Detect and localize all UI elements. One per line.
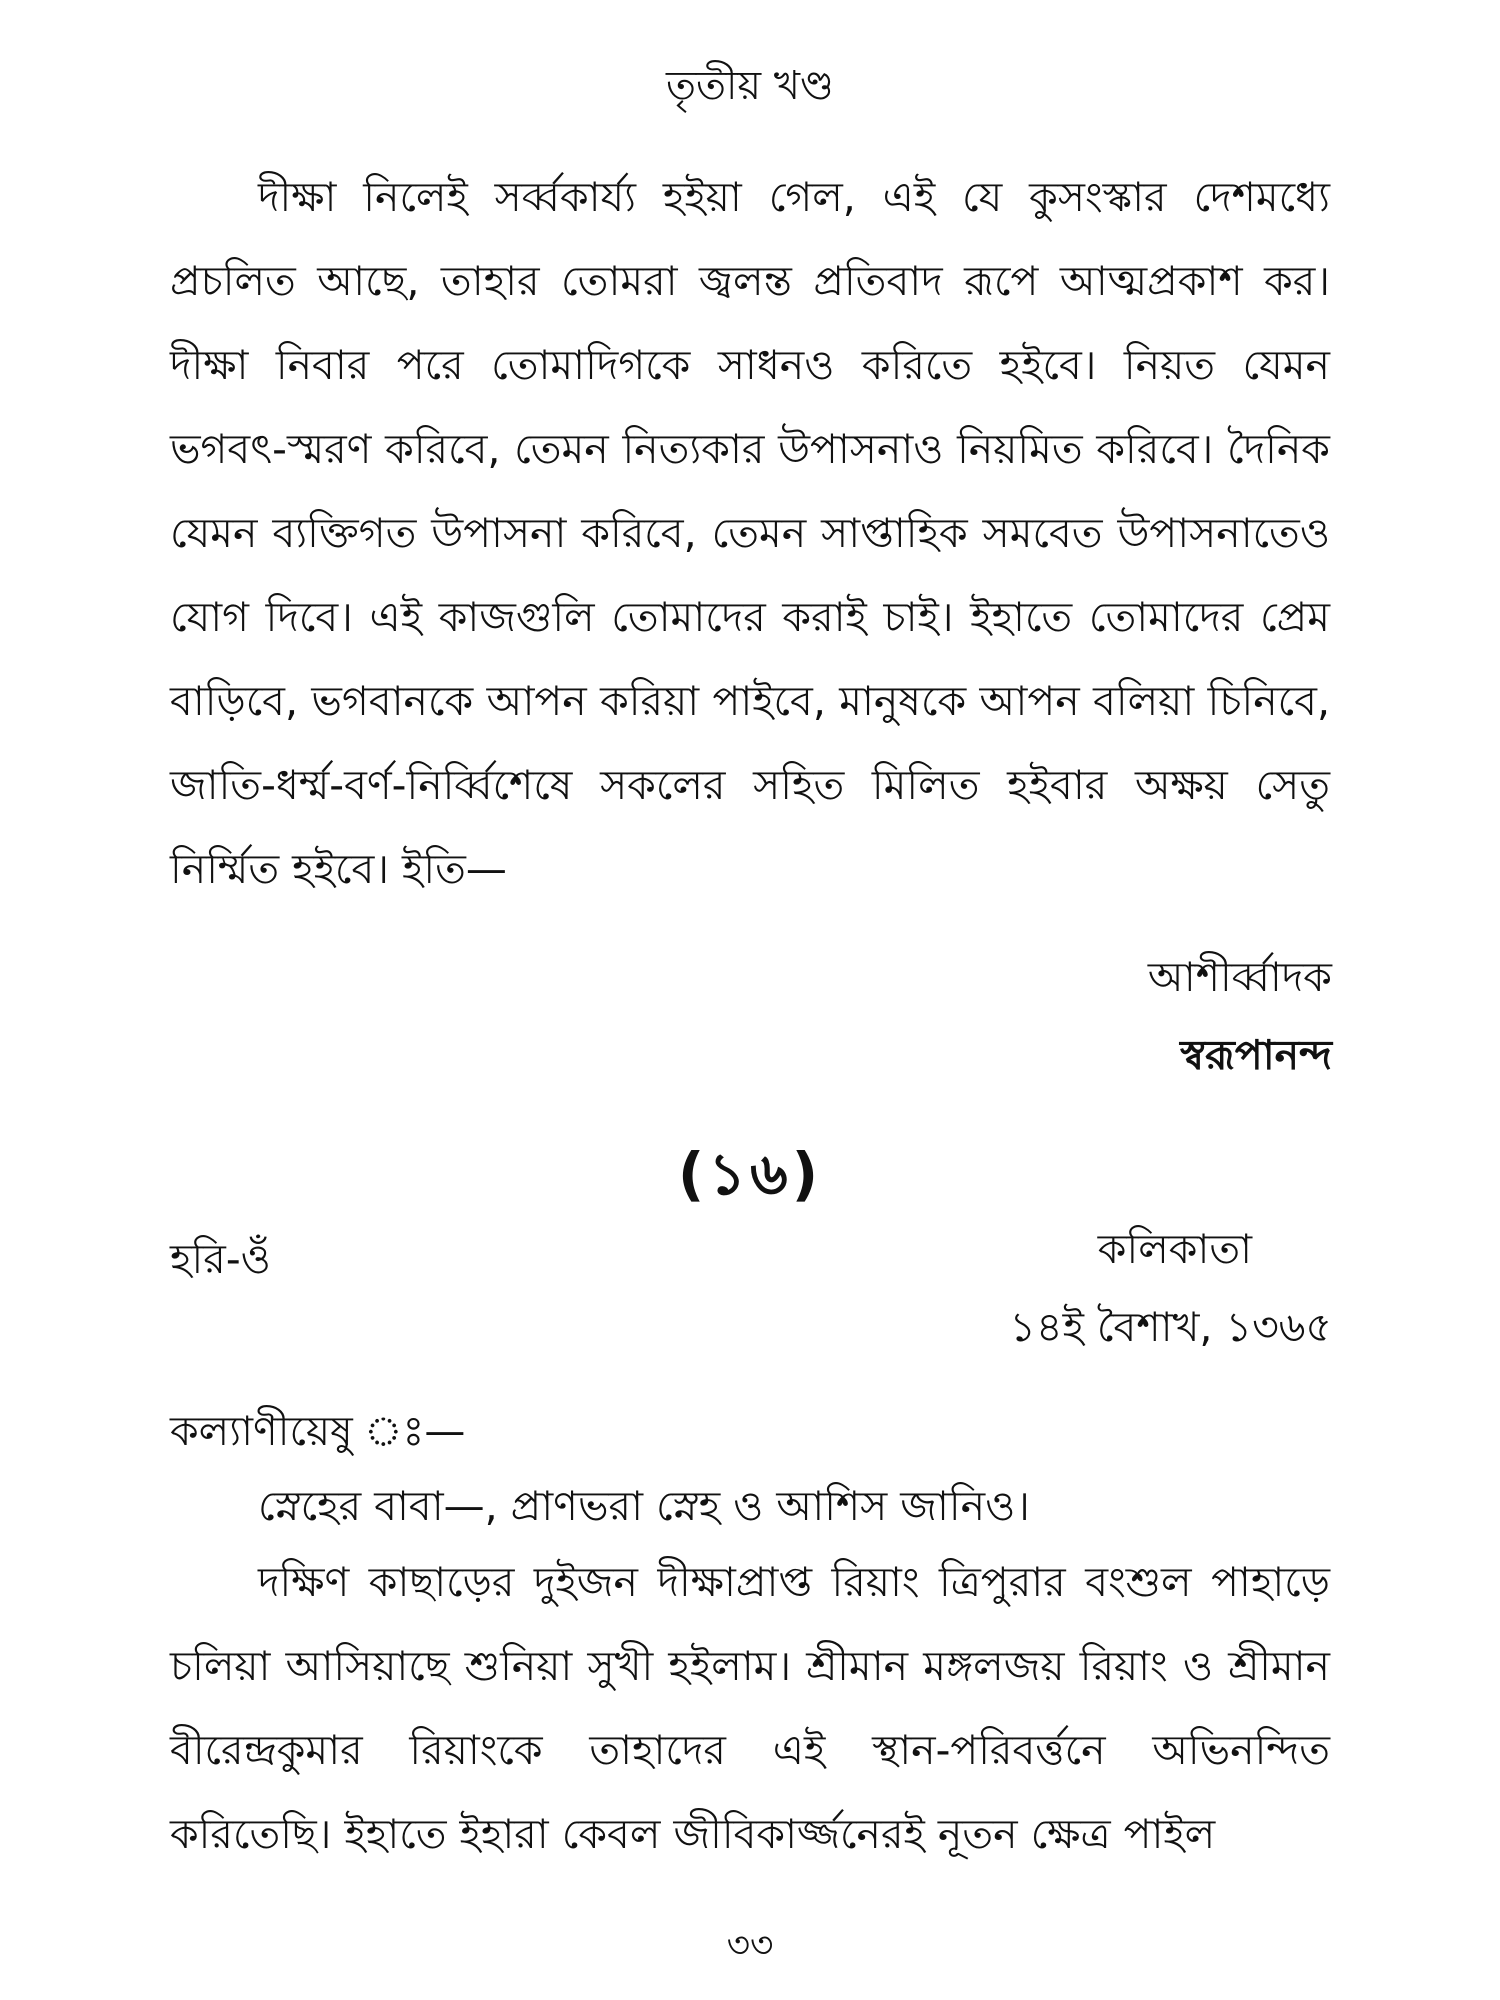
letter-date: ১৪ই বৈশাখ, ১৩৬৫ [1009, 1303, 1332, 1351]
running-title: তৃতীয় খণ্ড [666, 63, 834, 109]
letter-place: কলিকাতা [1097, 1225, 1252, 1273]
letter-number: (১৬) [677, 1140, 823, 1208]
signoff-label: আশীর্ব্বাদক [1147, 953, 1332, 1001]
letter-15-closing-paragraph: দীক্ষা নিলেই সর্ব্বকার্য্য হইয়া গেল, এই যে কুসংস্কার দেশমধ্যে প্রচলিত আছে, তাহার তোমরা জ্বলন্ত প্রতিবাদ রূপে আত্মপ্রকাশ কর। দীক্ষা নিবার পরে তোমাদিগকে সাধনও করিতে হইবে। নিয়ত যেমন ভগবৎ-স্মরণ করিবে, তেমন নিত্যকার উপাসনাও নিয়মিত করিবে। দৈনিক যেমন ব্যক্তিগত উপাসনা করিবে, তেমন সাপ্তাহিক সমবেত উপাসনাতেও যোগ দিবে। এই কাজগুলি তোমাদের করাই চাই। ইহাতে তোমাদের প্রেম বাড়িবে, ভগবানকে আপন করিয়া পাইবে, মানুষকে আপন বলিয়া চিনিবে, জাতি-ধর্ম্ম-বর্ণ-নির্ব্বিশেষে সকলের সহিত মিলিত হইবার অক্ষয় সেতু নির্ম্মিত হইবে। ইতি— [170, 173, 1330, 893]
letter-16-body-paragraph: দক্ষিণ কাছাড়ের দুইজন দীক্ষাপ্রাপ্ত রিয়াং ত্রিপুরার বংশুল পাহাড়ে চলিয়া আসিয়াছে শুনিয়া সুখী হইলাম। শ্রীমান মঙ্গলজয় রিয়াং ও শ্রীমান বীরেন্দ্রকুমার রিয়াংকে তাহাদের এই স্থান-পরিবর্ত্তনে অভিনন্দিত করিতেছি। ইহাতে ইহারা কেবল জীবিকার্জ্জনেরই নূতন ক্ষেত্র পাইল [170, 1558, 1330, 1858]
addressee: কল্যাণীয়েষু ঃ— [170, 1407, 466, 1455]
invocation: হরি-ওঁ [170, 1235, 271, 1283]
signoff-name: স্বরূপানন্দ [1180, 1031, 1332, 1079]
greeting: স্নেহের বাবা—, প্রাণভরা স্নেহ ও আশিস জানিও। [258, 1482, 1030, 1530]
page-number: ৩৩ [726, 1925, 774, 1966]
